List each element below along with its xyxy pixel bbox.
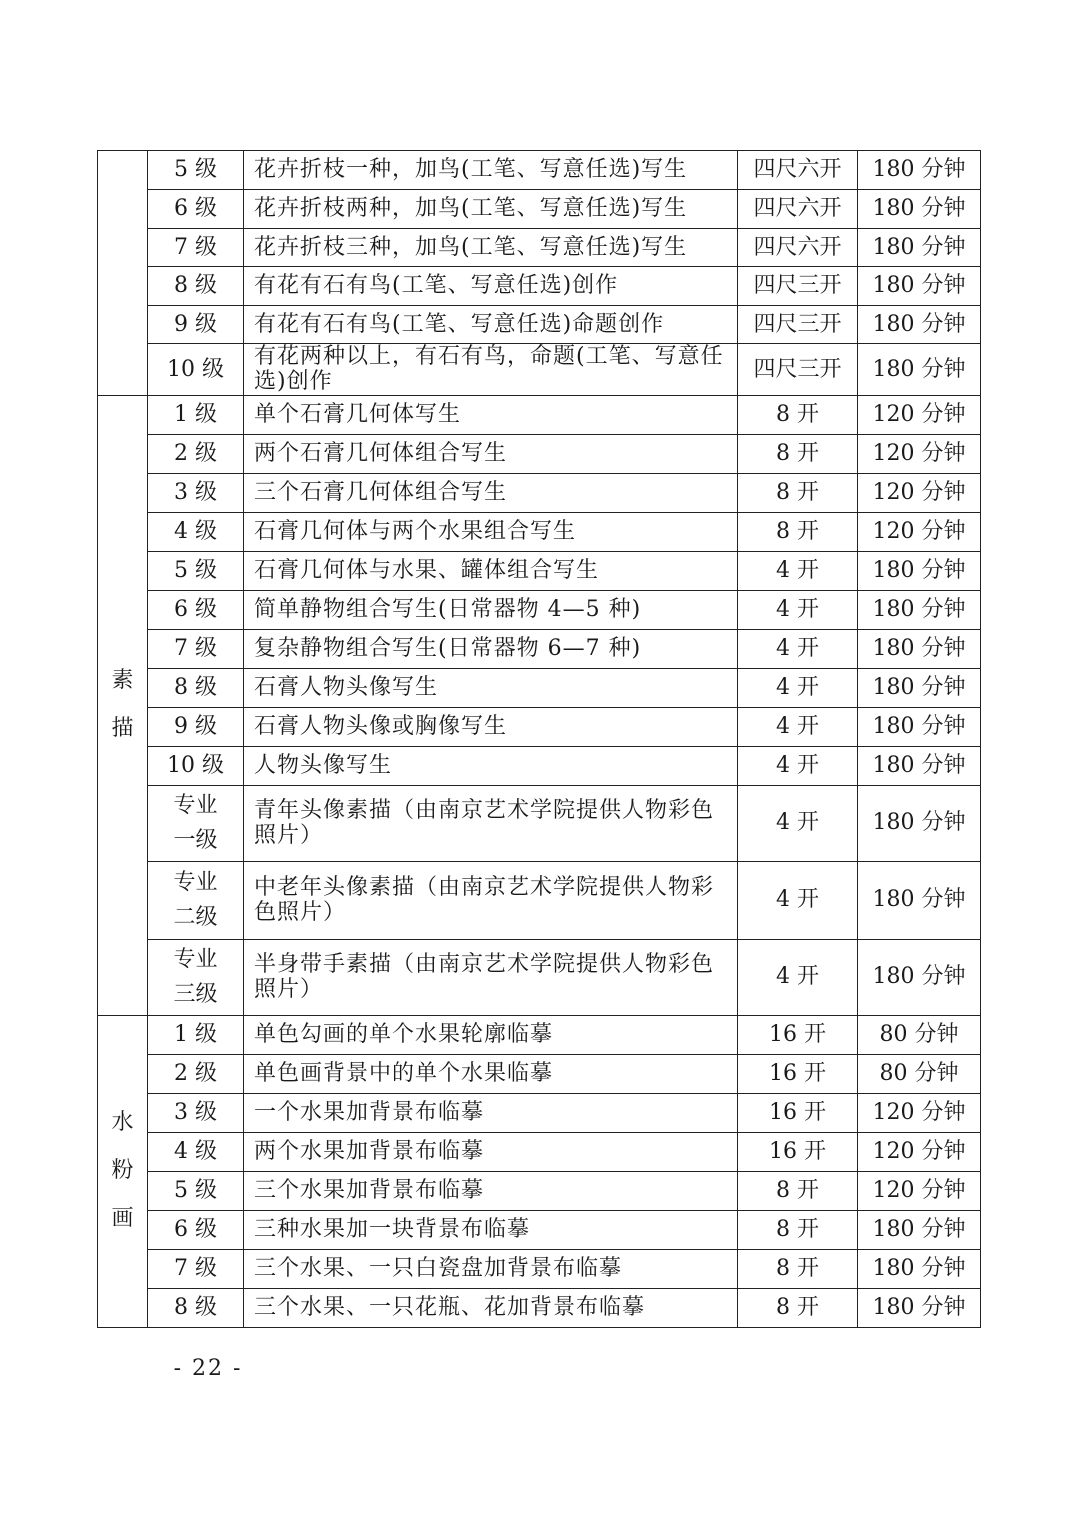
table-row <box>98 551 981 590</box>
table-row <box>98 151 981 190</box>
paper-size-cell: 8 开 <box>738 1288 858 1327</box>
paper-size-cell: 4 开 <box>738 629 858 668</box>
content-cell: 有花两种以上，有石有鸟，命题(工笔、写意任选)创作 <box>244 344 738 396</box>
paper-size-cell: 4 开 <box>738 785 858 861</box>
table-row <box>98 861 981 939</box>
table-row <box>98 1093 981 1132</box>
category-cell <box>98 1015 148 1327</box>
table-row <box>98 344 981 396</box>
level-cell: 8 级 <box>148 1288 244 1327</box>
table-row <box>98 668 981 707</box>
duration-cell: 80 分钟 <box>858 1054 981 1093</box>
level-cell: 6 级 <box>148 1210 244 1249</box>
content-cell: 有花有石有鸟(工笔、写意任选)命题创作 <box>244 306 738 344</box>
content-cell: 石膏几何体与水果、罐体组合写生 <box>244 551 738 590</box>
level-cell: 7 级 <box>148 229 244 267</box>
content-cell: 三种水果加一块背景布临摹 <box>244 1210 738 1249</box>
table-row <box>98 939 981 1015</box>
level-cell: 1 级 <box>148 395 244 434</box>
table-row <box>98 473 981 512</box>
level-cell: 5 级 <box>148 151 244 190</box>
table-row <box>98 512 981 551</box>
content-cell: 三个石膏几何体组合写生 <box>244 473 738 512</box>
content-cell: 人物头像写生 <box>244 746 738 785</box>
level-cell: 专业 二级 <box>148 861 244 939</box>
paper-size-cell: 8 开 <box>738 395 858 434</box>
duration-cell: 120 分钟 <box>858 395 981 434</box>
category-cell <box>98 151 148 396</box>
content-cell: 复杂静物组合写生(日常器物 6—7 种) <box>244 629 738 668</box>
level-cell: 3 级 <box>148 473 244 512</box>
content-cell: 两个石膏几何体组合写生 <box>244 434 738 473</box>
duration-cell: 180 分钟 <box>858 1249 981 1288</box>
table-row <box>98 590 981 629</box>
content-cell: 半身带手素描（由南京艺术学院提供人物彩色照片） <box>244 939 738 1015</box>
paper-size-cell: 四尺三开 <box>738 267 858 306</box>
level-cell: 10 级 <box>148 746 244 785</box>
duration-cell: 180 分钟 <box>858 151 981 190</box>
content-cell: 单色画背景中的单个水果临摹 <box>244 1054 738 1093</box>
category-cell <box>98 395 148 1015</box>
paper-size-cell: 8 开 <box>738 1171 858 1210</box>
content-cell: 石膏人物头像或胸像写生 <box>244 707 738 746</box>
paper-size-cell: 4 开 <box>738 668 858 707</box>
content-cell: 简单静物组合写生(日常器物 4—5 种) <box>244 590 738 629</box>
content-cell: 花卉折枝一种，加鸟(工笔、写意任选)写生 <box>244 151 738 190</box>
duration-cell: 180 分钟 <box>858 668 981 707</box>
duration-cell: 180 分钟 <box>858 306 981 344</box>
duration-cell: 180 分钟 <box>858 551 981 590</box>
paper-size-cell: 4 开 <box>738 861 858 939</box>
duration-cell: 180 分钟 <box>858 190 981 229</box>
level-cell: 8 级 <box>148 267 244 306</box>
level-cell: 4 级 <box>148 1132 244 1171</box>
duration-cell: 180 分钟 <box>858 229 981 267</box>
duration-cell: 120 分钟 <box>858 1132 981 1171</box>
level-cell: 4 级 <box>148 512 244 551</box>
content-cell: 花卉折枝三种，加鸟(工笔、写意任选)写生 <box>244 229 738 267</box>
duration-cell: 120 分钟 <box>858 434 981 473</box>
table-row <box>98 785 981 861</box>
level-cell: 10 级 <box>148 344 244 396</box>
table-row <box>98 1249 981 1288</box>
table-row <box>98 1015 981 1054</box>
paper-size-cell: 4 开 <box>738 939 858 1015</box>
duration-cell: 180 分钟 <box>858 629 981 668</box>
table-row <box>98 746 981 785</box>
duration-cell: 180 分钟 <box>858 344 981 396</box>
duration-cell: 180 分钟 <box>858 861 981 939</box>
category-label: 素 描 <box>111 667 134 742</box>
level-cell: 6 级 <box>148 190 244 229</box>
duration-cell: 180 分钟 <box>858 746 981 785</box>
duration-cell: 180 分钟 <box>858 1288 981 1327</box>
content-cell: 石膏人物头像写生 <box>244 668 738 707</box>
paper-size-cell: 四尺六开 <box>738 229 858 267</box>
table-row <box>98 267 981 306</box>
content-cell: 三个水果加背景布临摹 <box>244 1171 738 1210</box>
table-row <box>98 434 981 473</box>
level-cell: 3 级 <box>148 1093 244 1132</box>
duration-cell: 120 分钟 <box>858 473 981 512</box>
table-row <box>98 629 981 668</box>
table-row <box>98 395 981 434</box>
duration-cell: 180 分钟 <box>858 939 981 1015</box>
table-row <box>98 707 981 746</box>
level-cell: 1 级 <box>148 1015 244 1054</box>
level-cell: 9 级 <box>148 707 244 746</box>
level-cell: 5 级 <box>148 551 244 590</box>
level-cell: 专业 三级 <box>148 939 244 1015</box>
content-cell: 花卉折枝两种，加鸟(工笔、写意任选)写生 <box>244 190 738 229</box>
paper-size-cell: 8 开 <box>738 1249 858 1288</box>
level-cell: 2 级 <box>148 1054 244 1093</box>
content-cell: 有花有石有鸟(工笔、写意任选)创作 <box>244 267 738 306</box>
paper-size-cell: 4 开 <box>738 707 858 746</box>
level-cell: 7 级 <box>148 1249 244 1288</box>
paper-size-cell: 四尺三开 <box>738 306 858 344</box>
level-cell: 2 级 <box>148 434 244 473</box>
table-row <box>98 1210 981 1249</box>
duration-cell: 120 分钟 <box>858 1093 981 1132</box>
duration-cell: 180 分钟 <box>858 1210 981 1249</box>
paper-size-cell: 4 开 <box>738 590 858 629</box>
level-cell: 9 级 <box>148 306 244 344</box>
level-cell: 5 级 <box>148 1171 244 1210</box>
content-cell: 三个水果、一只花瓶、花加背景布临摹 <box>244 1288 738 1327</box>
table-row <box>98 1171 981 1210</box>
content-cell: 两个水果加背景布临摹 <box>244 1132 738 1171</box>
content-cell: 单色勾画的单个水果轮廓临摹 <box>244 1015 738 1054</box>
content-cell: 青年头像素描（由南京艺术学院提供人物彩色照片） <box>244 785 738 861</box>
paper-size-cell: 16 开 <box>738 1054 858 1093</box>
content-cell: 一个水果加背景布临摹 <box>244 1093 738 1132</box>
content-cell: 中老年头像素描（由南京艺术学院提供人物彩色照片） <box>244 861 738 939</box>
table-row <box>98 306 981 344</box>
level-cell: 6 级 <box>148 590 244 629</box>
level-cell: 8 级 <box>148 668 244 707</box>
paper-size-cell: 四尺三开 <box>738 344 858 396</box>
page-number: - 22 - <box>173 1356 243 1381</box>
content-cell: 石膏几何体与两个水果组合写生 <box>244 512 738 551</box>
paper-size-cell: 8 开 <box>738 512 858 551</box>
duration-cell: 180 分钟 <box>858 785 981 861</box>
exam-level-table <box>97 150 981 1328</box>
content-cell: 单个石膏几何体写生 <box>244 395 738 434</box>
table-body <box>98 151 981 1328</box>
paper-size-cell: 4 开 <box>738 746 858 785</box>
duration-cell: 120 分钟 <box>858 512 981 551</box>
level-cell: 7 级 <box>148 629 244 668</box>
table-row <box>98 1288 981 1327</box>
table-row <box>98 1054 981 1093</box>
duration-cell: 180 分钟 <box>858 267 981 306</box>
paper-size-cell: 8 开 <box>738 473 858 512</box>
content-cell: 三个水果、一只白瓷盘加背景布临摹 <box>244 1249 738 1288</box>
paper-size-cell: 16 开 <box>738 1015 858 1054</box>
category-label: 水 粉 画 <box>111 1109 134 1232</box>
paper-size-cell: 四尺六开 <box>738 151 858 190</box>
level-cell: 专业 一级 <box>148 785 244 861</box>
duration-cell: 120 分钟 <box>858 1171 981 1210</box>
paper-size-cell: 16 开 <box>738 1093 858 1132</box>
table-row <box>98 229 981 267</box>
duration-cell: 180 分钟 <box>858 707 981 746</box>
paper-size-cell: 四尺六开 <box>738 190 858 229</box>
table-row <box>98 190 981 229</box>
paper-size-cell: 8 开 <box>738 1210 858 1249</box>
paper-size-cell: 8 开 <box>738 434 858 473</box>
paper-size-cell: 4 开 <box>738 551 858 590</box>
table-row <box>98 1132 981 1171</box>
duration-cell: 180 分钟 <box>858 590 981 629</box>
paper-size-cell: 16 开 <box>738 1132 858 1171</box>
duration-cell: 80 分钟 <box>858 1015 981 1054</box>
